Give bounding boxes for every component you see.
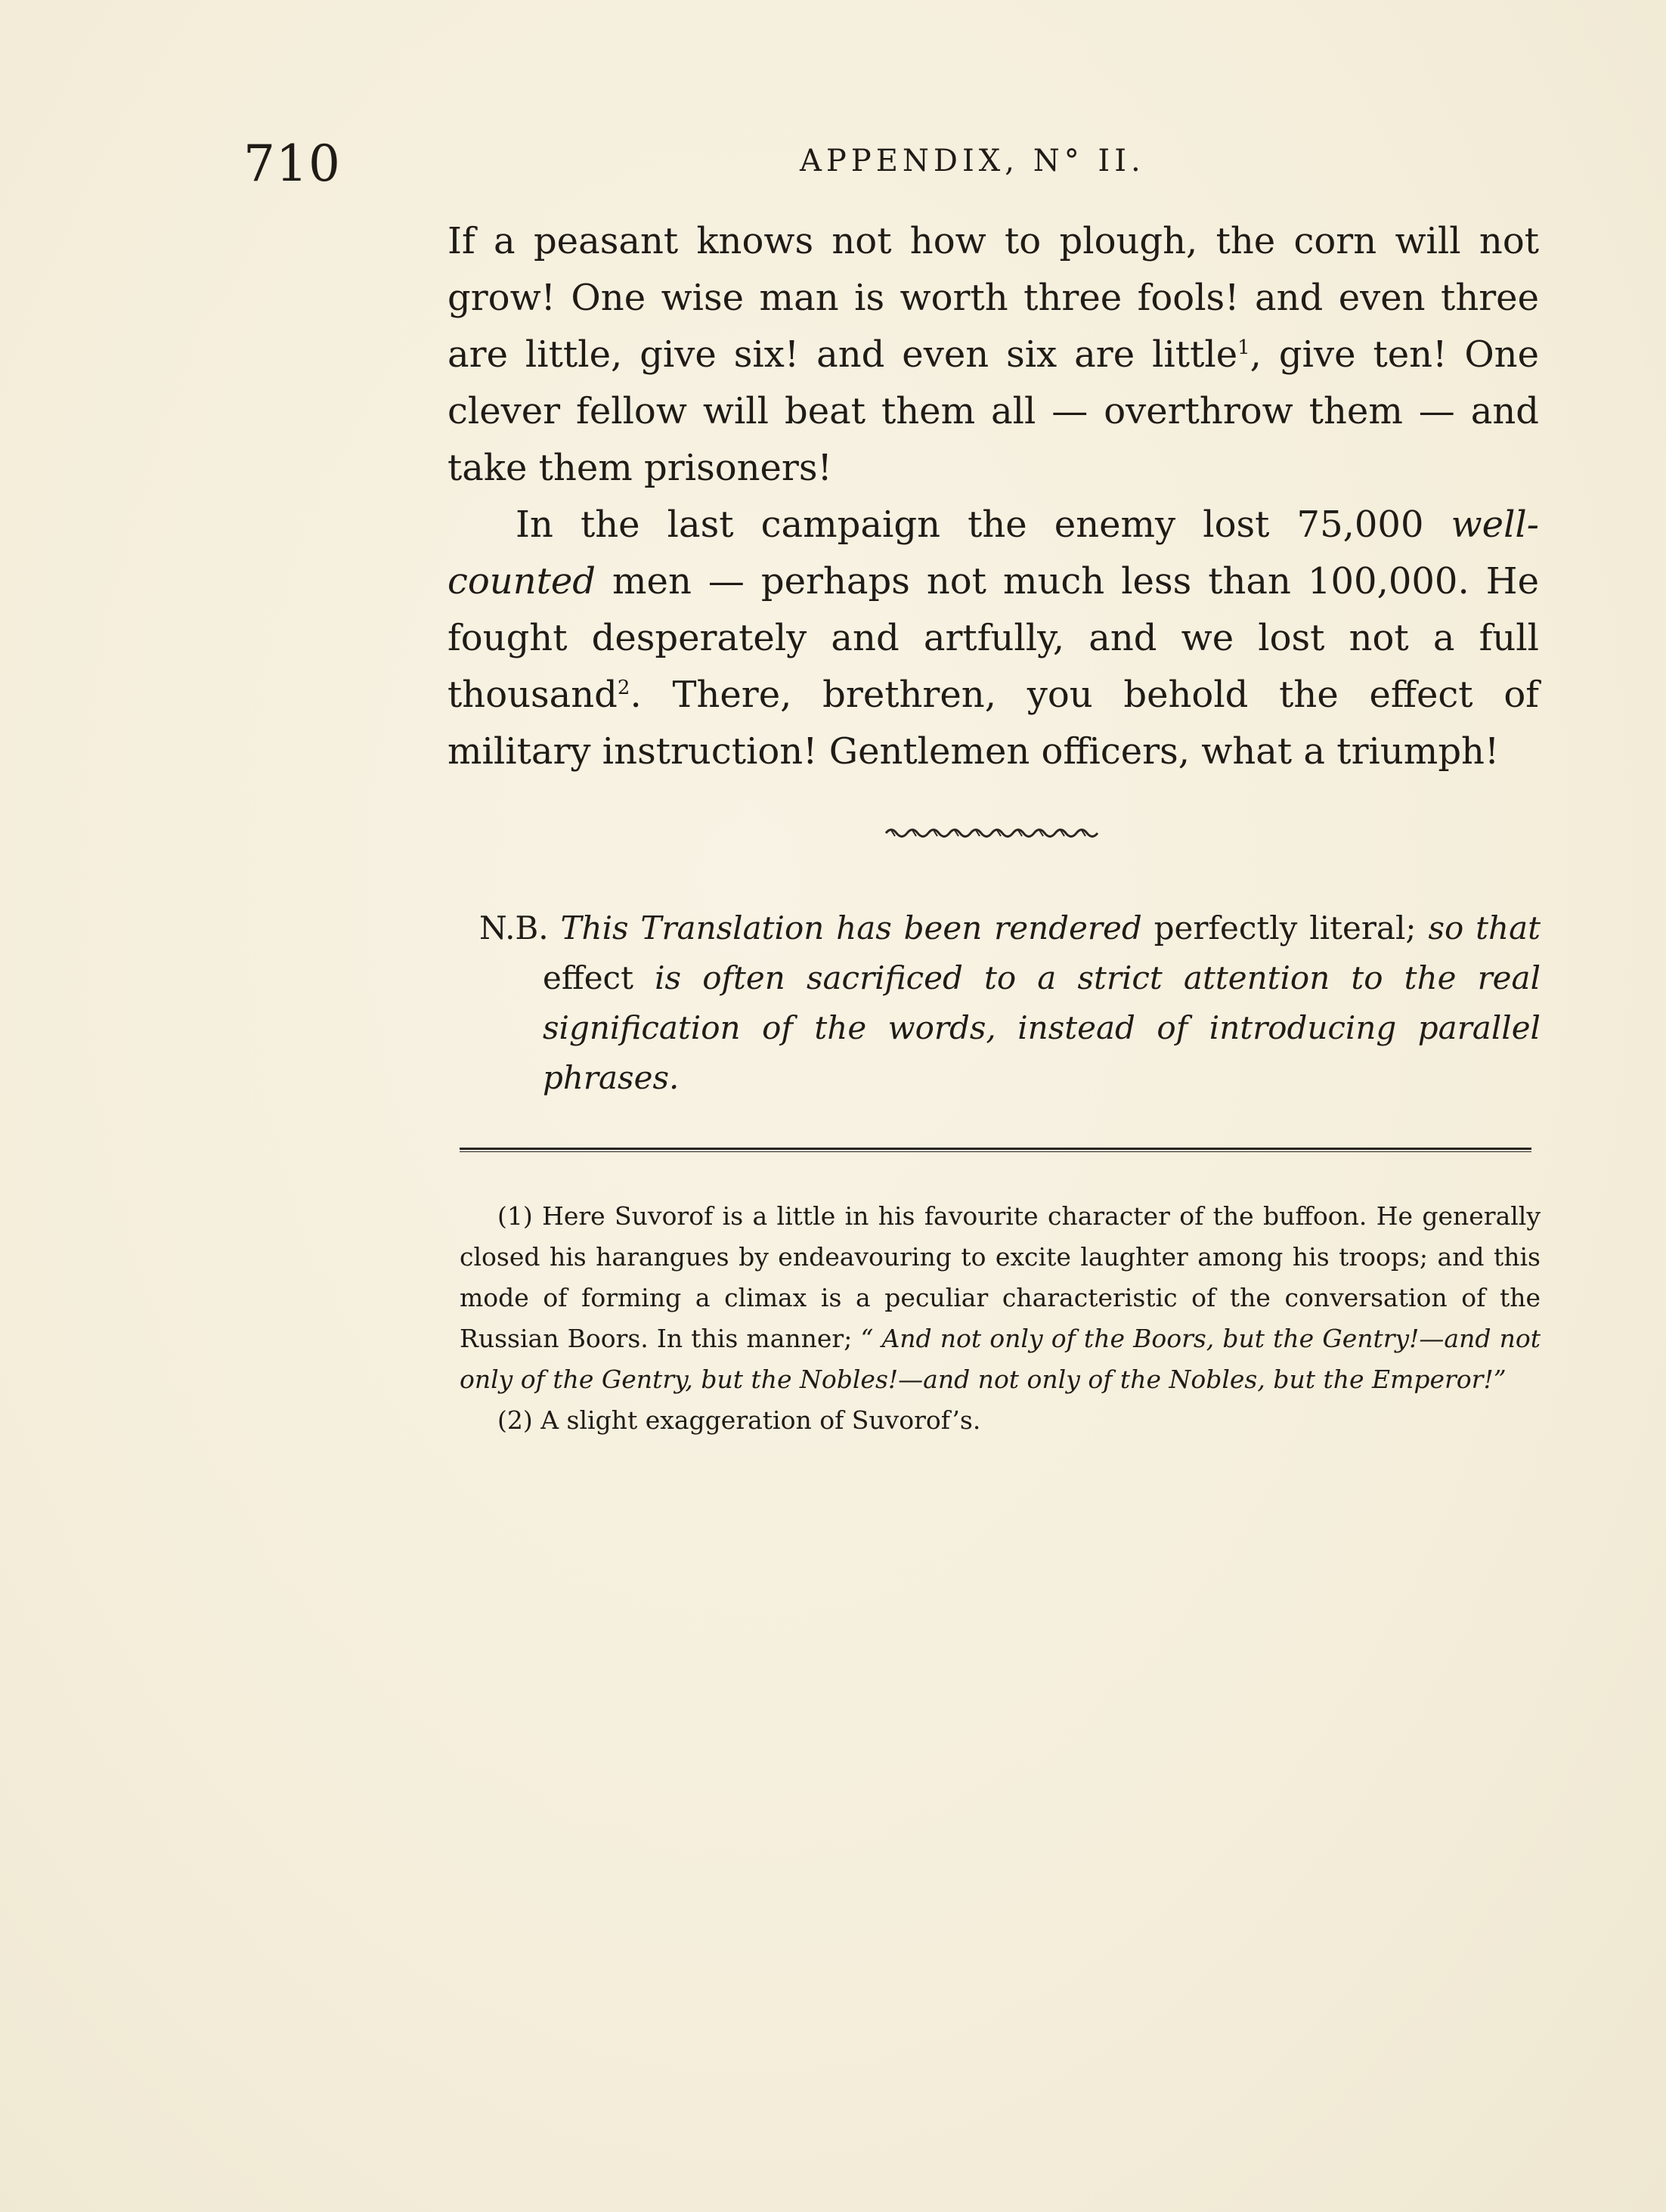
translator-note: N.B. This Translation has been rendered perfectly literal; so that effect is often sacrificed to a strict attention to the real signification of the words, instead of introducing parallel phrases. [479, 909, 1541, 1096]
paragraph-2: In the last campaign the enemy lost 75,000 well-counted men — perhaps not much less than 100,000. He fought desperately and artfully, and we lost not a full thousand$^2$. There, brethren, you behold the effect of military instruction! Gentlemen officers, what a triumph! [447, 503, 1539, 773]
ornament-divider [884, 824, 1104, 839]
page-number: 710 [243, 135, 341, 193]
footnote-2: (2) A slight exaggeration of Suvorof’s. [497, 1405, 981, 1435]
running-header: APPENDIX, N° II. [800, 144, 1145, 178]
paragraph-1: If a peasant knows not how to plough, the corn will not grow! One wise man is worth three fools! and even three are little, give six! and even six are little$^1$, give ten! One clever fellow will beat them all — overthrow them — and take them prisoners! [447, 220, 1540, 489]
footnote-rule [460, 1148, 1531, 1152]
footnote-1: (1) Here Suvorof is a little in his favourite character of the buffoon. He generally closed his harangues by endeavouring to excite laughter among his troops; and this mode of forming a climax is a peculiar characteristic of the conversation of the Russian Boors. In this manner; “ And not only of the Boors, but the Gentry!—and not only of the Gentry, but the Nobles!—and not only of the Nobles, but the Emperor!” [460, 1201, 1541, 1394]
footnotes [460, 1196, 1541, 1441]
nb-label: N.B. [479, 909, 549, 946]
main-text [447, 213, 1539, 780]
footnote-ref-2: 2 [617, 677, 630, 699]
footnote-ref-1: 1 [1237, 336, 1250, 359]
